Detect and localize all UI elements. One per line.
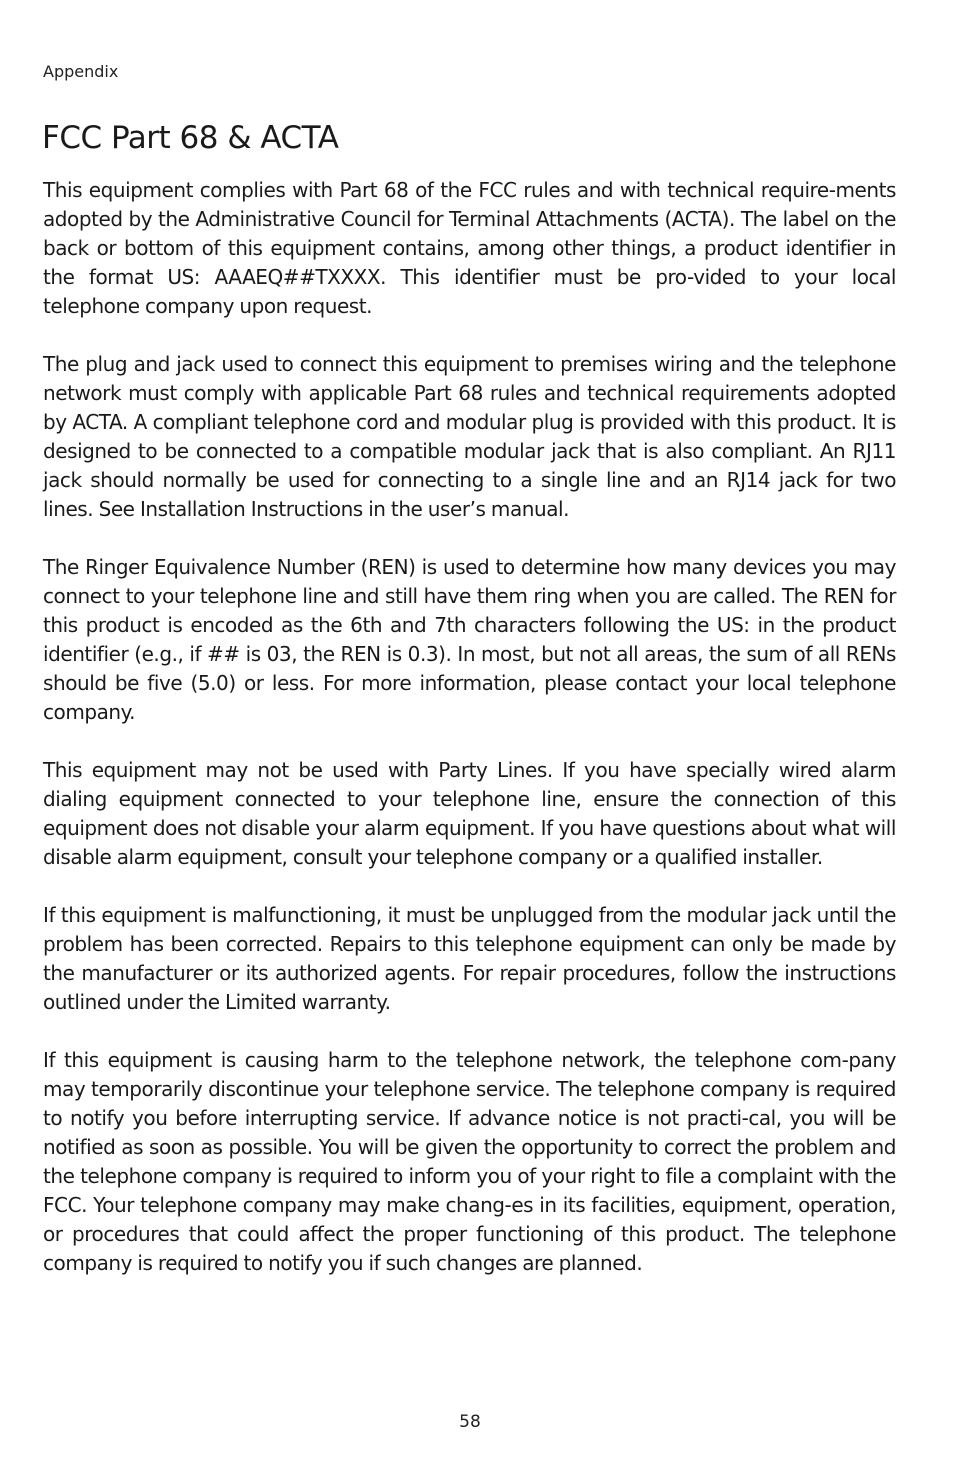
- page-title: FCC Part 68 & ACTA: [42, 120, 339, 156]
- paragraph-ren: The Ringer Equivalence Number (REN) is used to determine how many devices you may connect to your telephone line and still have them ring when you are called. The REN for this product is encoded as the 6th and 7th characters following the US: in the product identifier (e.g., if ## is 03, the REN is 0.3). In most, but not all areas, the sum of all RENs should be five (5.0) or less. For more information, please contact your local telephone company.: [43, 555, 896, 724]
- paragraph-malfunction: If this equipment is malfunctioning, it must be unplugged from the modular jack until the problem has been corrected. Repairs to this telephone equipment can only be made by the manufacturer or its authorized agents. For repair procedures, follow the instructions outlined under the Limited warranty.: [43, 903, 896, 1014]
- paragraph-network-harm: If this equipment is causing harm to the telephone network, the telephone com-pany may temporarily discontinue your telephone service. The telephone company is required to notify you before interrupting service. If advance notice is not practi-cal, you will be notified as soon as possible. You will be given the opportunity to correct the problem and the telephone company is required to inform you of your right to file a complaint with the FCC. Your telephone company may make chang-es in its facilities, equipment, operation, or procedures that could affect the proper functioning of this product. The telephone company is required to notify you if such changes are planned.: [43, 1048, 896, 1275]
- paragraph-plug-and-jack: The plug and jack used to connect this equipment to premises wiring and the telephone network must comply with applicable Part 68 rules and technical requirements adopted by ACTA. A compliant telephone cord and modular plug is provided with this product. It is designed to be connected to a compatible modular jack that is also compliant. An RJ11 jack should normally be used for connecting to a single line and an RJ14 jack for two lines. See Installation Instructions in the user’s manual.: [43, 352, 896, 521]
- page-number: 58: [459, 1412, 481, 1432]
- paragraph-part68-compliance: This equipment complies with Part 68 of the FCC rules and with technical require-ments adopted by the Administrative Council for Terminal Attachments (ACTA). The label on the back or bottom of this equipment contains, among other things, a product identifier in the format US: AAAEQ##TXXXX. This identifier must be pro-vided to your local telephone company upon request.: [43, 178, 896, 318]
- section-label: Appendix: [43, 62, 119, 81]
- paragraph-party-lines: This equipment may not be used with Party Lines. If you have specially wired alarm dialing equipment connected to your telephone line, ensure the connection of this equipment does not disable your alarm equipment. If you have questions about what will disable alarm equipment, consult your telephone company or a qualified installer.: [43, 758, 896, 869]
- body-content: [43, 176, 896, 1307]
